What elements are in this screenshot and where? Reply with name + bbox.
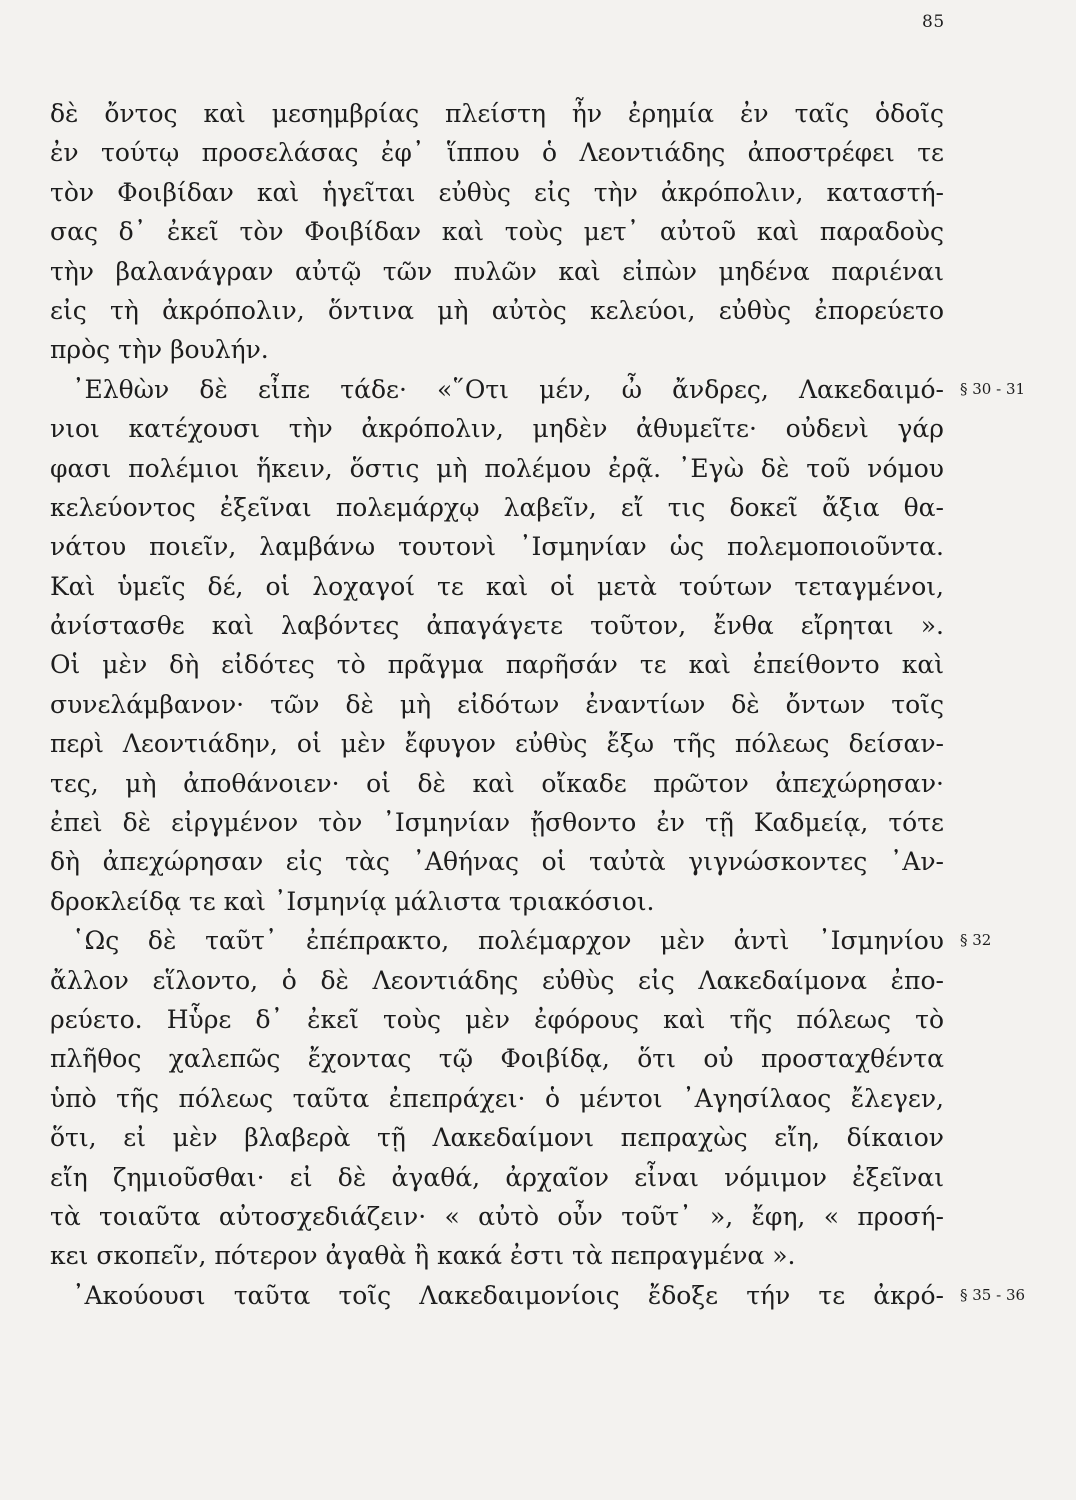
text-line: κελεύοντος ἐξεῖναι πολεμάρχῳ λαβεῖν, εἴ τις δοκεῖ ἄξια θα-: [50, 492, 944, 522]
text-line: ἀνίστασθε καὶ λαβόντες ἀπαγάγετε τοῦτον, ἔνθα εἴρηται ».: [50, 611, 944, 641]
body-text: [50, 94, 944, 1315]
text-line: τες, μὴ ἀποθάνοιεν· οἱ δὲ καὶ οἴκαδε πρῶτον ἀπεχώρησαν·: [50, 768, 944, 798]
section-marker: § 35 - 36: [960, 1286, 1026, 1304]
text-line: ὑπὸ τῆς πόλεως ταῦτα ἐπεπράχει· ὁ μέντοι ᾽Αγησίλαος ἔλεγεν,: [50, 1083, 944, 1113]
text-line: νιοι κατέχουσι τὴν ἀκρόπολιν, μηδὲν ἀθυμεῖτε· οὐδενὶ γάρ: [50, 414, 944, 444]
text-line: πρὸς τὴν βουλήν.: [50, 335, 269, 365]
text-line: φασι πολέμιοι ἥκειν, ὅστις μὴ πολέμου ἐρᾷ. ᾽Εγὼ δὲ τοῦ νόμου: [50, 453, 944, 483]
text-line: τὴν βαλανάγραν αὐτῷ τῶν πυλῶν καὶ εἰπὼν μηδένα παριέναι: [50, 256, 944, 286]
text-line: ἐν τούτῳ προσελάσας ἐφ᾽ ἵππου ὁ Λεοντιάδης ἀποστρέφει τε: [50, 138, 944, 168]
text-line: δροκλείδᾳ τε καὶ ᾽Ισμηνίᾳ μάλιστα τριακόσιοι.: [50, 886, 655, 916]
text-line: ρεύετο. Ηὗρε δ᾽ ἐκεῖ τοὺς μὲν ἐφόρους καὶ τῆς πόλεως τὸ: [50, 1004, 944, 1034]
text-line: ῾Ως δὲ ταῦτ᾽ ἐπέπρακτο, πολέμαρχον μὲν ἀντὶ ᾽Ισμηνίου: [72, 926, 944, 956]
text-line: εἴη ζημιοῦσθαι· εἰ δὲ ἀγαθά, ἀρχαῖον εἶναι νόμιμον ἐξεῖναι: [50, 1162, 944, 1192]
page-number: 85: [922, 12, 945, 32]
text-line: δὴ ἀπεχώρησαν εἰς τὰς ᾽Αθήνας οἱ ταὐτὰ γιγνώσκοντες ᾽Αν-: [50, 847, 944, 877]
text-line: τὸν Φοιβίδαν καὶ ἡγεῖται εὐθὺς εἰς τὴν ἀκρόπολιν, καταστή-: [50, 177, 944, 207]
text-line: κει σκοπεῖν, πότερον ἀγαθὰ ἢ κακά ἐστι τὰ πεπραγμένα ».: [50, 1241, 796, 1271]
text-line: ᾽Ελθὼν δὲ εἶπε τάδε· «῞Οτι μέν, ὦ ἄνδρες, Λακεδαιμό-: [72, 374, 944, 404]
text-line: νάτου ποιεῖν, λαμβάνω τουτονὶ ᾽Ισμηνίαν ὡς πολεμοποιοῦντα.: [50, 532, 944, 562]
text-line: συνελάμβανον· τῶν δὲ μὴ εἰδότων ἐναντίων δὲ ὄντων τοῖς: [50, 689, 944, 719]
text-line: σας δ᾽ ἐκεῖ τὸν Φοιβίδαν καὶ τοὺς μετ᾽ αὐτοῦ καὶ παραδοὺς: [50, 217, 944, 247]
text-line: ᾽Ακούουσι ταῦτα τοῖς Λακεδαιμονίοις ἔδοξε τήν τε ἀκρό-: [72, 1280, 944, 1310]
text-line: περὶ Λεοντιάδην, οἱ μὲν ἔφυγον εὐθὺς ἔξω τῆς πόλεως δείσαν-: [50, 729, 944, 759]
text-line: ἐπεὶ δὲ εἰργμένον τὸν ᾽Ισμηνίαν ᾔσθοντο ἐν τῇ Καδμείᾳ, τότε: [50, 808, 944, 838]
text-line: τὰ τοιαῦτα αὐτοσχεδιάζειν· « αὐτὸ οὖν τοῦτ᾽ », ἔφη, « προσή-: [50, 1201, 944, 1231]
text-line: δὲ ὄντος καὶ μεσημβρίας πλείστη ἦν ἐρημία ἐν ταῖς ὁδοῖς: [50, 99, 944, 128]
text-line: πλῆθος χαλεπῶς ἔχοντας τῷ Φοιβίδᾳ, ὅτι οὐ προσταχθέντα: [50, 1044, 944, 1074]
text-line: εἰς τὴ ἀκρόπολιν, ὅντινα μὴ αὐτὸς κελεύοι, εὐθὺς ἐπορεύετο: [50, 295, 944, 325]
section-marker: § 32: [960, 931, 992, 950]
text-line: Καὶ ὑμεῖς δέ, οἱ λοχαγοί τε καὶ οἱ μετὰ τούτων τεταγμένοι,: [50, 571, 944, 601]
text-line: ἄλλον εἵλοντο, ὁ δὲ Λεοντιάδης εὐθὺς εἰς Λακεδαίμονα ἐπο-: [50, 965, 944, 995]
text-line: Οἱ μὲν δὴ εἰδότες τὸ πρᾶγμα παρῆσάν τε καὶ ἐπείθοντο καὶ: [50, 650, 944, 680]
section-marker: § 30 - 31: [960, 379, 1026, 398]
text-line: ὅτι, εἰ μὲν βλαβερὰ τῇ Λακεδαίμονι πεπραχὼς εἴη, δίκαιον: [50, 1123, 944, 1153]
